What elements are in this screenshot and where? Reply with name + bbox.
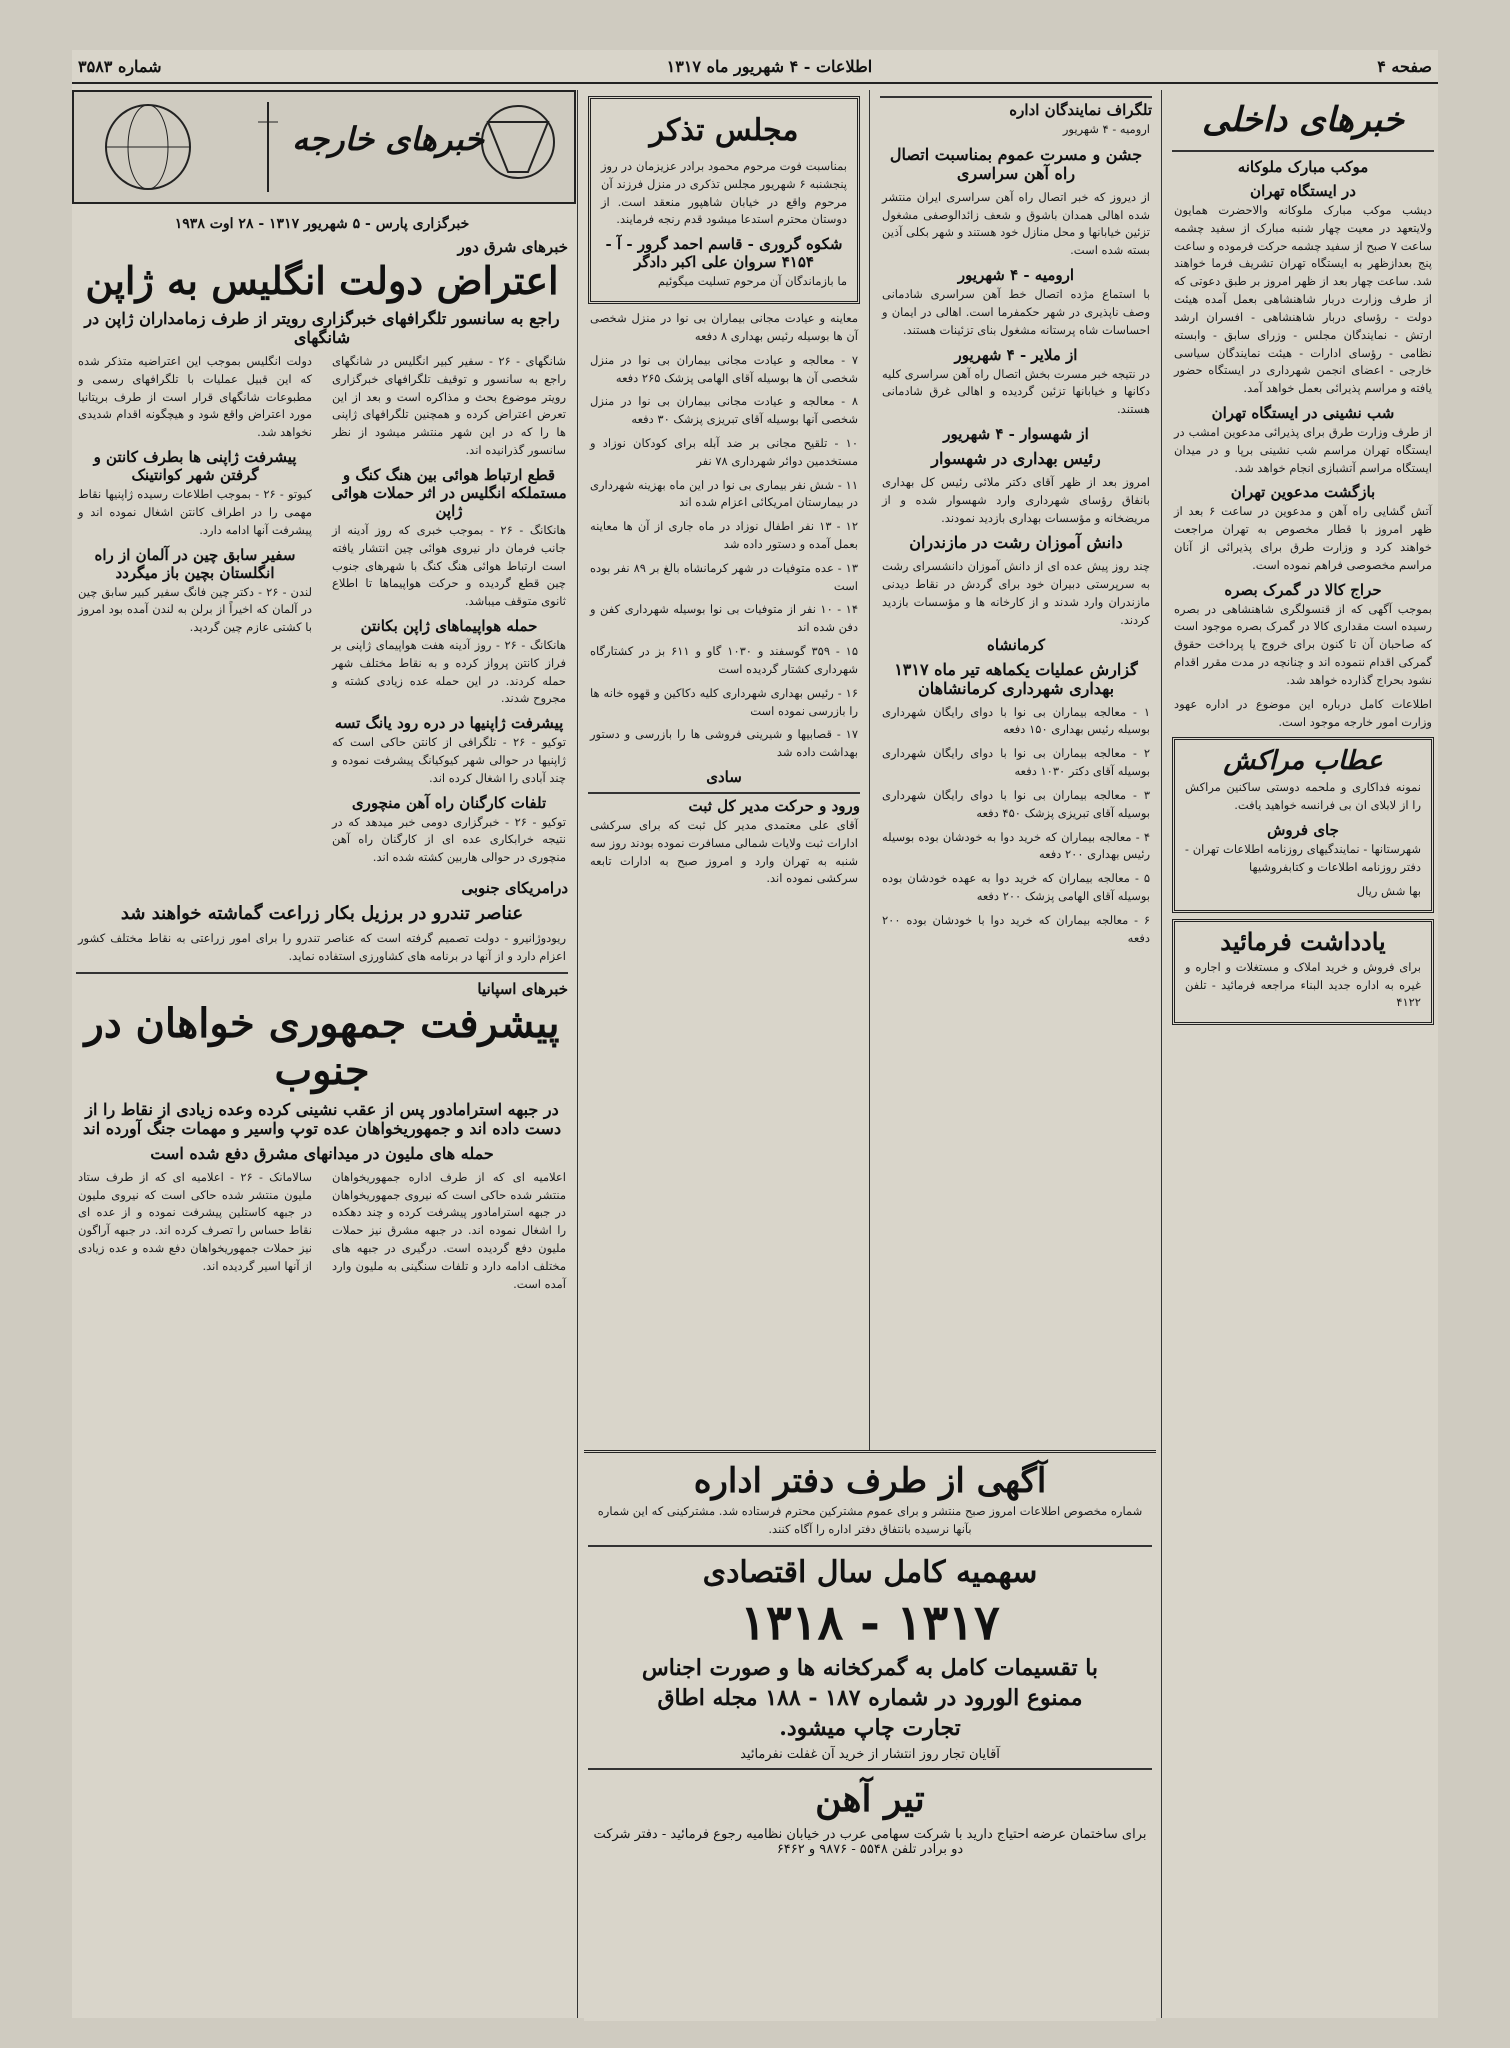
column-rule [577,90,578,2018]
book-ad-price: بها شش ریال [1356,883,1421,898]
rail-text: توکیو - ۲۶ - خبرگزاری دومی خبر میدهد که در نتیجه خرابکاری عده ای از کارگنان راه آهن منچوری در حوالی هاربین کشته شده اند. [332,814,566,865]
list-item: ۱۴ - ۱۰ نفر از متوفیات بی نوا بوسیله شهرداری کفن و دفن شده اند [590,602,858,635]
celebration-title: جشن و مسرت عموم بمناسبت اتصال راه آهن سراسری [889,144,1143,183]
welcome-title: شب نشینی در ایستگاه تهران [1211,403,1395,422]
spain-label: خبرهای اسپانیا [477,979,568,998]
return-title: بازگشت مدعوین تهران [1230,483,1376,502]
south-america-title: عناصر تندرو در برزیل بکار زراعت گماشته خواهند شد [120,903,524,925]
memorial-text: بمناسبت فوت مرحوم محمود برادر عزیزمان در روز پنجشنبه ۶ شهریور مجلس تذکری در منزل فرزند آن مرحوم واقع در خیابان شاهپور منعقد است. از دوستان محترم استدعا میشود قدم رنجه فرمایند. [601,159,847,227]
customs-text: بموجب آگهی که از قنسولگری شاهنشاهی در بصره رسیده است مقداری کالا در گمرک بصره موجود است که صاحبان آن تا کنون برای خروج یا پرداخت حقوق گمرکی اقدام ننموده اند و چنانچه در مدت مقرر اقدام نشود بحراج گذارده خواهد شد. [1174,601,1432,687]
spain-subhead: در جبهه استرامادور پس از عقب نشینی کرده وعده زیادی از نقاط را از دست داده اند و جمهوریخواهان عده توپ واسیر و مهمات جنگ آورده اند [82,1099,562,1138]
memo-ad-text: برای فروش و خرید املاک و مستغلات و اجاره و غیره به اداره جدید البناء مراجعه فرمائید - تلفن ۴۱۲۲ [1185,959,1421,1010]
telegram-place: ارومیه - ۴ شهریور [1062,122,1150,136]
attack-title: حمله هواپیماهای ژاپن بکانتن [360,616,538,635]
list-item: ۱۲ - ۱۳ نفر اطفال نوزاد در ماه جاری از آن ها معاینه بعمل آمده و دستور داده شد [590,519,858,551]
telegram-place: از شهسوار - ۴ شهریور [943,424,1089,443]
health-text: امروز بعد از ظهر آقای دکتر ملائی رئیس کل بهداری بانفاق رؤسای شهرداری وارد شهسوار شده و از مریضخانه و مؤسسات بهداری بازدید نمودند. [882,474,1150,525]
foreign-columns [72,353,572,873]
kantan-text: کیوتو - ۲۶ - بموجب اطلاعات رسیده ژاپنیها نقاط مهمی را در اطراف کانتن اشغال نموده اند و پیشرفت آنها ادامه دارد. [78,487,313,537]
list-item: ۱۶ - رئیس بهداری شهرداری کلیه دکاکین و قهوه خانه ها را بازرسی نموده است [590,685,858,718]
list-item: ۱۳ - عده متوفیات در شهر کرمانشاه بالغ بر ۸۹ نفر بوده است [590,560,858,593]
telegram-place: از ملایر - ۴ شهریور [954,345,1078,364]
book-ad-seller-text: شهرستانها - نمایندگیهای روزنامه اطلاعات تهران - دفتر روزنامه اطلاعات و کتابفروشیها [1185,842,1421,874]
memorial-note: ما بازماندگان آن مرحوم تسلیت میگوئیم [657,274,847,289]
foreign-headline: اعتراض دولت انگلیس به ژاپن [85,258,559,303]
masthead [72,50,1438,84]
spain-col-right [326,1169,572,1300]
foreign-text: شانگهای - ۲۶ - سفیر کبیر انگلیس در شانگهای راجع به سانسور و توقیف تلگرافهای خبرگزاری رویتر موضوع بحث و مذاکره است و بعد از این تعرض اعتراض کرده و همچنین تلگرافهای ژاپنی ها را که در این شهر منتشر میشود از نظر سانسور گذرانیده اند. [332,354,566,458]
attack-text: هانکانگ - ۲۶ - روز آدینه هفت هواپیمای ژاپنی بر فراز کانتن پرواز کرده و به نقاط مختلف شهر حمله کردند. در این حمله عده زیادی کشته و مجروح شدند. [332,637,566,706]
foreign-text: دولت انگلیس بموجب این اعتراضیه متذکر شده که این قبیل عملیات با تلگرافهای رسمی و مطبوعات شانگهای قرار است از طرف بریتانیا مورد اعتراض واقع شود و هیچگونه اقدام شدیدی نخواهد شد. [78,354,312,440]
telegram-text: در نتیجه خبر مسرت بخش اتصال راه آهن سراسری کلیه دکانها و خیابانها تزئین گردیده و اهالی غرق شادمانی هستند. [882,366,1150,417]
south-america-label: درامریکای جنوبی [461,879,568,898]
celebration-text: از دیروز که خبر اتصال راه آهن سراسری ایران منتشر شده اهالی همدان باشوق و شعف زائدالوصفی مشغول تزئین خیابانها و محل منازل خود هستند و شهر بکلی آذین بسته شده است. [882,189,1150,258]
list-item: معاینه و عیادت مجانی بیماران بی نوا در منزل شخصی آن ها بوسیله رئیس بهداری ۸ دفعه [590,311,858,343]
telegram-place: ارومیه - ۴ شهریور [957,266,1075,285]
welcome-text: از طرف وزارت طرق برای پذیرائی مدعوین امشب در ایستگاه تهران مراسم شب نشینی برپا و در میدان ایستگاه مراسم آتشبازی انجام خواهد شد. [1174,424,1432,475]
south-america-text: ریودوژانیرو - دولت تصمیم گرفته است که عناصر تندرو را برای امور زراعتی به نقاط مختلف کشور اعزام دارد و از آنها در برنامه های کشاورزی استفاده نماید. [78,931,566,963]
health-title: رئیس بهداری در شهسوار [931,448,1101,468]
east-label: خبرهای شرق دور [457,238,568,256]
report-item: ۵ - معالجه بیماران که خرید دوا به عهده خودشان بوده بوسیله آقای الهامی پزشک ۲۰۰ دفعه [882,871,1150,903]
notice-block [584,1450,1156,2021]
list-item: ۸ - معالجه و عیادت مجانی بیماران بی نوا در منزل شخصی آنها بوسیله آقای تبریزی پزشک ۳۰ دفعه [590,394,858,427]
book-ad-text: نمونه فداکاری و ملحمه دوستی ساکنین مراکش را از لابلای ان بی فرانسه خواهید یافت. [1185,780,1421,813]
arrival-text: آقای علی معتمدی مدیر کل ثبت که برای سرکشی ادارات ثبت ولایات شمالی مسافرت نموده بودند روز سه شنبه به تهران وارد و امروز صبح به ادارات تابعه سرکشی نموده اند. [590,817,858,886]
kantan-title: پیشرفت ژاپنی ها بطرف کانتن و گرفتن شهر کوانتینک [93,448,297,485]
economic-ad-years: ۱۳۱۷ - ۱۳۱۸ [740,1594,1000,1651]
foreign-news-illustration [72,90,576,204]
page-number: صفحه ۴ [1377,56,1432,76]
spain-text: اعلامیه ای که از طرف اداره جمهوریخواهان منتشر شده حاکی است که نیروی جمهوریخواهان در جبهه استرامادور پیشرفت کرده و چند دهکده را اشغال نموده اند. در جبهه مشرق نیز حملات ملیون دفع گردیده است. درگیری در جبهه های مختلف ادامه دارد و تلفات سنگینی به ملیون وارد آمده است. [332,1169,566,1291]
ex-envoy-text: لندن - ۲۶ - دکتر چین فانگ سفیر کبیر سابق چین در آلمان که اخیراً از برلن به لندن آمده بود امروز با کشتی عازم چین گردید. [78,584,312,635]
procession-subtitle: در ایستگاه تهران [1250,182,1356,200]
spain-columns [72,1169,572,1300]
report-title: گزارش عملیات یکماهه تیر ماه ۱۳۱۷ بهداری شهرداری کرمانشاهان [894,659,1138,698]
spain-text: سالامانک - ۲۶ - اعلامیه ای که از طرف ستاد ملیون منتشر شده حاکی است که نیروی ملیون در جبهه کاستلین پیشرفت نموده و از عده ای نقاط حساس را تصرف کرده اند. در جبهه آراگون نیز حملات جمهوریخواهان دفع شده و عده زیادی از آنها اسیر گردیده اند. [78,1169,312,1273]
foreign-column [72,210,572,2018]
divider [588,1768,1152,1770]
domestic-header: خبرهای داخلی [1202,100,1404,140]
list-item: ۱۵ - ۳۵۹ گوسفند و ۱۰۳۰ گاو و ۶۱۱ بز در کشتارگاه شهرداری کشتار گردیده است [590,644,858,676]
spain-col-left [72,1169,318,1300]
report-item: ۳ - معالجه بیماران بی نوا با دوای رایگان شهرداری بوسیله آقای تبریزی پزشک ۴۵۰ دفعه [882,787,1150,820]
saadi-label: سادی [706,767,742,786]
telegram-text: با استماع مژده اتصال خط آهن سراسری شادمانی وصف ناپذیری در شهر حکمفرما است. اهالی در ایمان و احساسات شاه پرستانه مشغول بنای تزئینات هستند. [882,287,1150,337]
list-item: ۱۱ - شش نفر بیماری بی نوا در این ماه بهزینه شهرداری در بیمارستان امریکائی اعزام شده اند [590,477,858,510]
notice-title: آگهی از طرف دفتر اداره [693,1461,1047,1501]
economic-ad-note: آقایان تجار روز انتشار از خرید آن غفلت نفرمائید [740,1747,1000,1763]
divider [76,972,568,974]
customs-note: اطلاعات کامل درباره این موضوع در اداره عهود وزارت امور خارجه موجود است. [1174,696,1432,729]
newspaper-page [72,50,1438,2018]
spain-subhead-2: حمله های ملیون در میدانهای مشرق دفع شده است [150,1143,494,1163]
economic-ad-title: سهمیه کامل سال اقتصادی [702,1554,1038,1590]
spain-headline: پیشرفت جمهوری خواهان در جنوب [84,999,560,1094]
iron-ad-text: برای ساختمان عرضه احتیاج دارید با شرکت سهامی عرب در خیابان نظامیه رجوع فرمائید - دفتر شرکت دو برادر تلفن ۵۵۴۸ - ۹۸۷۶ و ۶۴۶۲ [593,1827,1147,1858]
economic-ad-line: با تقسیمات کامل به گمرکخانه ها و صورت اجناس [641,1655,1099,1682]
report-item: ۴ - معالجه بیماران که خرید دوا به خودشان بوده بوسیله رئیس بهداری ۲۰۰ دفعه [882,829,1150,862]
students-title: دانش آموزان رشت در مازندران [909,533,1123,553]
memorial-header: مجلس تذکر [649,113,799,148]
memorial-box [588,96,860,304]
memo-ad-title: یادداشت فرمائید [1220,927,1386,957]
telegrams-header: تلگراف نمایندگان اداره [880,96,1152,119]
rail-title: تلفات کارگنان راه آهن منچوری [351,793,547,812]
progress-text: توکیو - ۲۶ - تلگرافی از کانتن حاکی است که ژاپنیها در حوالی شهر کیوکیانگ پیشرفت نموده و چند آبادی را اشغال کرده اند. [332,735,566,785]
foreign-header: خبرهای خارجه [292,120,484,158]
foreign-subhead: راجع به سانسور تلگرافهای خبرگزاری رویتر از طرف زمامداران ژاپن در شانگهای [84,309,560,347]
economic-ad-line: ممنوع الورود در شماره ۱۸۷ - ۱۸۸ مجله اطاق [657,1684,1083,1711]
domestic-column [1168,90,1438,2018]
students-text: چند روز پیش عده ای از دانش آموزان دانشسرای رشت به سرپرستی دبیران خود برای گردش در نقاط دیدنی مازندران وارد شدند و از کارخانه ها و مؤسسات بازدید کردند. [882,559,1150,627]
book-ad-seller: جای فروش [1267,821,1339,840]
book-ad-title: عطاب مراکش [1223,746,1383,777]
air-text: هانکانگ - ۲۶ - بموجب خبری که روز آدینه از جانب فرمان دار نیروی هوائی چین انتشار یافته است ارتباط هوائی هنگ کنگ با شهرهای جنوب چین قطع گردیده و حرکت هواپیماها تا اطلاع ثانوی متوقف میباشد. [332,522,566,609]
procession-text: دیشب موکب مبارک ملوکانه والاحضرت همایون ولایتعهد در معیت چهار شنبه مبارک از سفید چشمه ساعت ۷ صبح از سفید چشمه حرکت فرموده و ساعت پنج بعدازظهر به ایستگاه تهران تشریف فرما خواهند شد. ساعت چهار بعد از ظهر امروز بر طبق دعوتی که از طرف وزارت دربار شاهنشاهی بعمل آمده هیئت دولت - رؤسای دربار شاهنشاهی - افسران ارشد ارتش - نمایندگان مجلس - وزرای سابق - وابسته نظامی - رؤسای ادارات - هیئت نمایندگان سیاسی خارجی - اعضای انجمن شهرداری در ایستگاه حضور یافته و مراسم پذیرائی بعمل خواهد آمد. [1174,203,1433,396]
report-item: ۲ - معالجه بیماران بی نوا با دوای رایگان شهرداری بوسیله آقای دکتر ۱۰۳۰ دفعه [882,746,1150,779]
ex-envoy-title: سفیر سابق چین در آلمان از راه انگلستان بچین باز میگردد [94,545,296,582]
foreign-col-right [326,353,572,873]
report-city: کرمانشاه [986,635,1045,654]
report-item: ۶ - معالجه بیماران که خرید دوا با خودشان بوده ۲۰۰ دفعه [882,912,1150,945]
economic-ad-line: تجارت چاپ میشود. [779,1714,961,1741]
return-text: آتش گشایی راه آهن و مدعوین در ساعت ۶ بعد از ظهر امروز با قطار مخصوص به تهران مراجعت خواهند کرد و وزارت طرق برای پذیرائی از آنان مراسم مخصوصی فراهم نموده است. [1174,504,1432,572]
list-item: ۱۷ - قصابیها و شیرینی فروشی ها را بازرسی و دستور بهداشت داده شد [590,727,858,760]
newspaper-date: اطلاعات - ۴ شهریور ماه ۱۳۱۷ [666,56,873,76]
list-item: ۱۰ - تلقیح مجانی بر ضد آبله برای کودکان نوزاد و مستخدمین دوائر شهرداری ۷۸ نفر [590,435,858,468]
notice-text: شماره مخصوص اطلاعات امروز صبح منتشر و برای عموم مشترکین محترم فرستاده شد. مشترکینی که این شماره بآنها نرسیده بانتفاق دفتر اداره را آگاه کنند. [597,1504,1143,1536]
customs-title: حراج کالا در گمرک بصره [1224,580,1382,599]
column-rule [1161,90,1162,2018]
iron-ad-title: تیر آهن [815,1778,925,1821]
report-item: ۱ - معالجه بیماران بی نوا با دوای رایگان شهرداری بوسیله رئیس بهداری ۱۵۰ دفعه [882,704,1150,737]
foreign-col-left [72,353,318,873]
list-item: ۷ - معالجه و عیادت مجانی بیماران بی نوا در منزل شخصی آن ها بوسیله آقای الهامی پزشک ۲۶۵ دفعه [590,352,858,385]
issue-number: شماره ۳۵۸۳ [78,56,162,76]
foreign-date-line: خبرگزاری پارس - ۵ شهریور ۱۳۱۷ - ۲۸ اوت ۱۹۳۸ [174,216,470,232]
memo-ad [1172,919,1434,1025]
procession-title: موکب مبارک ملوکانه [1237,158,1369,176]
memorial-signers: شکوه گروری - قاسم احمد گرور - آ - ۴۱۵۴ سروان علی اکبر دادگر [605,235,843,272]
book-ad [1172,737,1434,913]
divider [588,1545,1152,1547]
arrival-title: ورود و حرکت مدیر کل ثبت [588,792,860,815]
air-title: قطع ارتباط هوائی بین هنگ کنگ و مستملکه انگلیس در اثر حملات هوائی ژاپن [331,465,567,520]
progress-title: پیشرفت ژاپنیها در دره رود یانگ تسه [334,714,564,733]
divider [1172,150,1434,152]
